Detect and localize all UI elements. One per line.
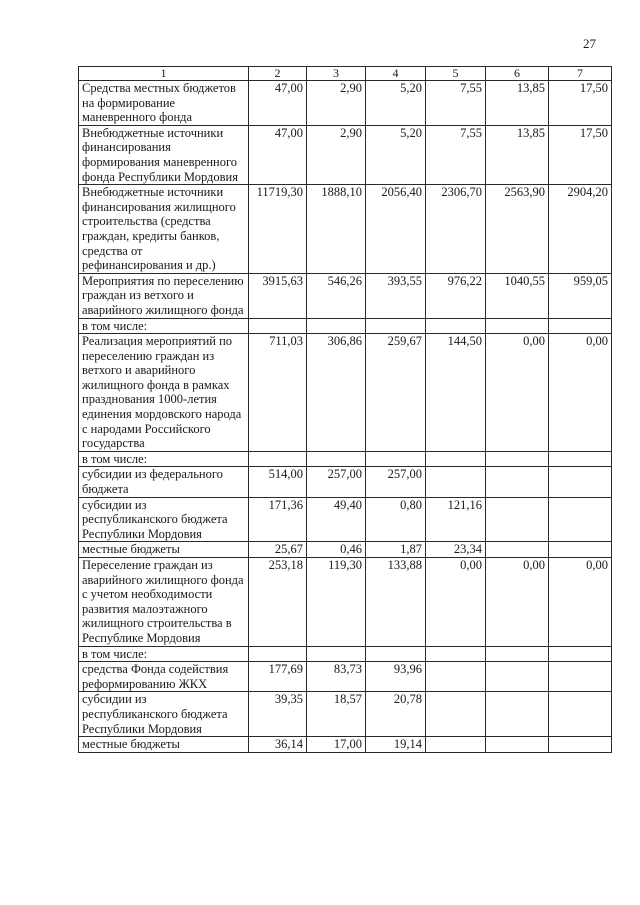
value-cell [249,451,307,467]
value-cell: 7,55 [426,81,486,126]
header-cell: 7 [549,67,612,81]
value-cell: 17,00 [307,737,366,753]
value-cell [426,692,486,737]
value-cell [549,737,612,753]
value-cell [366,451,426,467]
value-cell [426,646,486,662]
value-cell: 23,34 [426,542,486,558]
value-cell [549,542,612,558]
value-cell: 2306,70 [426,185,486,274]
value-cell: 0,00 [426,558,486,647]
value-cell: 13,85 [486,81,549,126]
page-number: 27 [583,36,596,51]
value-cell: 0,00 [486,558,549,647]
value-cell: 5,20 [366,125,426,184]
value-cell: 17,50 [549,81,612,126]
value-cell [307,646,366,662]
table-row [79,185,612,274]
value-cell [426,467,486,497]
value-cell [486,646,549,662]
value-cell: 133,88 [366,558,426,647]
value-cell: 2,90 [307,81,366,126]
value-cell: 144,50 [426,334,486,452]
value-cell [549,692,612,737]
value-cell: 3915,63 [249,273,307,318]
value-cell: 0,00 [549,334,612,452]
table-row [79,646,612,662]
row-label: субсидии из республиканского бюджета Республики Мордовия [79,692,249,737]
value-cell: 47,00 [249,125,307,184]
table-row [79,542,612,558]
value-cell: 36,14 [249,737,307,753]
value-cell: 1,87 [366,542,426,558]
value-cell [307,451,366,467]
value-cell: 17,50 [549,125,612,184]
row-label: в том числе: [79,646,249,662]
value-cell [486,318,549,334]
value-cell: 546,26 [307,273,366,318]
value-cell: 83,73 [307,662,366,692]
value-cell: 25,67 [249,542,307,558]
value-cell [486,542,549,558]
value-cell [426,451,486,467]
value-cell: 119,30 [307,558,366,647]
value-cell: 5,20 [366,81,426,126]
value-cell: 18,57 [307,692,366,737]
row-label: местные бюджеты [79,542,249,558]
table-row [79,662,612,692]
value-cell: 11719,30 [249,185,307,274]
value-cell: 1040,55 [486,273,549,318]
value-cell [307,318,366,334]
row-label: Переселение граждан из аварийного жилищного фонда с учетом необходимости развития малоэтажного жилищного строительства в Республике Мордовия [79,558,249,647]
value-cell: 7,55 [426,125,486,184]
table-row [79,273,612,318]
value-cell: 257,00 [366,467,426,497]
value-cell: 253,18 [249,558,307,647]
row-label: Средства местных бюджетов на формирование маневренного фонда [79,81,249,126]
row-label: Реализация мероприятий по переселению граждан из ветхого и аварийного жилищного фонда в рамках празднования 1000-летия единения мордовского народа с народами Российского государства [79,334,249,452]
row-label: субсидии из федерального бюджета [79,467,249,497]
value-cell: 2563,90 [486,185,549,274]
value-cell: 177,69 [249,662,307,692]
value-cell: 13,85 [486,125,549,184]
value-cell: 0,80 [366,497,426,542]
value-cell: 1888,10 [307,185,366,274]
row-label: средства Фонда содействия реформированию ЖКХ [79,662,249,692]
value-cell [486,662,549,692]
value-cell: 259,67 [366,334,426,452]
header-row [79,67,612,81]
table-row [79,318,612,334]
value-cell [549,467,612,497]
row-label: Внебюджетные источники финансирования формирования маневренного фонда Республики Мордовия [79,125,249,184]
value-cell: 959,05 [549,273,612,318]
row-label: в том числе: [79,451,249,467]
value-cell: 19,14 [366,737,426,753]
value-cell: 393,55 [366,273,426,318]
value-cell: 2904,20 [549,185,612,274]
value-cell: 306,86 [307,334,366,452]
value-cell [549,318,612,334]
value-cell [426,318,486,334]
value-cell [249,646,307,662]
table-row [79,737,612,753]
header-cell: 4 [366,67,426,81]
value-cell [249,318,307,334]
header-cell: 1 [79,67,249,81]
value-cell [549,646,612,662]
row-label: субсидии из республиканского бюджета Республики Мордовия [79,497,249,542]
value-cell: 171,36 [249,497,307,542]
table-row [79,467,612,497]
table-row [79,334,612,452]
value-cell: 93,96 [366,662,426,692]
value-cell [486,497,549,542]
value-cell [426,662,486,692]
value-cell [486,692,549,737]
table-row [79,125,612,184]
value-cell [486,451,549,467]
value-cell: 49,40 [307,497,366,542]
value-cell: 121,16 [426,497,486,542]
value-cell [366,646,426,662]
value-cell [426,737,486,753]
value-cell: 2056,40 [366,185,426,274]
value-cell: 514,00 [249,467,307,497]
value-cell [549,451,612,467]
budget-table [78,66,612,753]
value-cell [549,662,612,692]
value-cell: 0,00 [486,334,549,452]
value-cell [486,737,549,753]
value-cell: 47,00 [249,81,307,126]
table-row [79,497,612,542]
value-cell [486,467,549,497]
value-cell [366,318,426,334]
table-row [79,451,612,467]
table-row [79,692,612,737]
table-row [79,81,612,126]
header-cell: 5 [426,67,486,81]
value-cell: 20,78 [366,692,426,737]
row-label: Внебюджетные источники финансирования жилищного строительства (средства граждан, кредиты банков, средства от рефинансирования и др.) [79,185,249,274]
row-label: в том числе: [79,318,249,334]
row-label: местные бюджеты [79,737,249,753]
header-cell: 2 [249,67,307,81]
header-cell: 3 [307,67,366,81]
header-cell: 6 [486,67,549,81]
value-cell: 2,90 [307,125,366,184]
value-cell: 976,22 [426,273,486,318]
row-label: Мероприятия по переселению граждан из ветхого и аварийного жилищного фонда [79,273,249,318]
table-row [79,558,612,647]
value-cell: 0,00 [549,558,612,647]
value-cell: 257,00 [307,467,366,497]
value-cell: 39,35 [249,692,307,737]
value-cell [549,497,612,542]
value-cell: 0,46 [307,542,366,558]
value-cell: 711,03 [249,334,307,452]
